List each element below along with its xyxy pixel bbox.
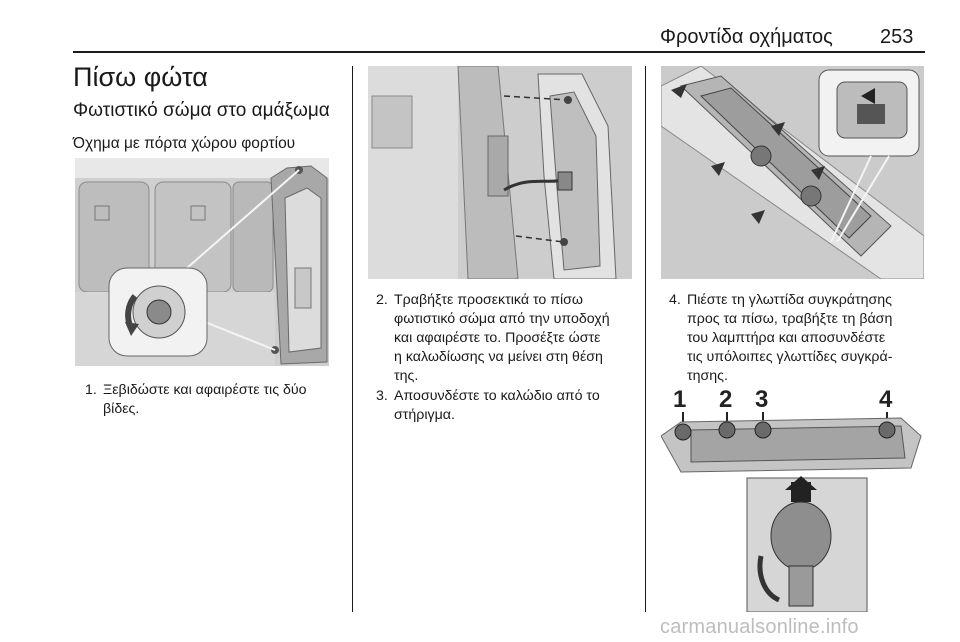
- step-3: [376, 387, 642, 427]
- figure-bulb-holder-tabs: [661, 66, 924, 279]
- bulb-holder-numbered-illustration: [661, 386, 924, 612]
- callout-1: 1: [673, 386, 687, 413]
- step-1-number: 1.: [85, 382, 97, 398]
- step-1: [85, 381, 350, 421]
- step-1-line-2: βίδες.: [103, 401, 140, 417]
- step-4-number: 4.: [669, 292, 681, 308]
- step-2-line-5: της.: [394, 368, 419, 384]
- vehicle-note: Όχημα με πόρτα χώρου φορτίου: [73, 135, 296, 152]
- step-3-number: 3.: [376, 388, 388, 404]
- step-2-line-3: και αφαιρέστε το. Προσέξτε ώστε: [394, 330, 601, 346]
- callout-2: 2: [719, 386, 733, 413]
- step-2-line-1: Τραβήξτε προσεκτικά το πίσω: [394, 292, 583, 308]
- step-4-line-2: προς τα πίσω, τραβήξτε τη βάση: [687, 311, 893, 327]
- step-4-line-1: Πιέστε τη γλωττίδα συγκράτησης: [687, 292, 892, 308]
- section-title: Πίσω φώτα: [73, 62, 208, 92]
- section-subtitle: Φωτιστικό σώμα στο αμάξωμα: [73, 100, 330, 121]
- step-1-line-1: Ξεβιδώστε και αφαιρέστε τις δύο: [103, 382, 307, 398]
- bulb-holder-illustration: [661, 66, 924, 279]
- cargo-area-illustration: [75, 158, 329, 366]
- step-4-line-4: τις υπόλοιπες γλωττίδες συγκρά-: [687, 349, 893, 365]
- step-3-line-1: Αποσυνδέστε το καλώδιο από το: [394, 388, 600, 404]
- page-number: 253: [880, 26, 914, 48]
- step-2: [376, 291, 642, 387]
- step-2-line-2: φωτιστικό σώμα από την υποδοχή: [394, 311, 610, 327]
- header-rule: [73, 51, 925, 53]
- callout-4: 4: [879, 386, 893, 413]
- running-header-title: Φροντίδα οχήματος: [660, 26, 833, 48]
- callout-3: 3: [755, 386, 769, 413]
- watermark: carmanualsonline.info: [660, 616, 859, 638]
- step-4: [669, 291, 929, 387]
- figure-bulb-holder-numbered: [661, 386, 924, 612]
- lamp-wiring-illustration: [368, 66, 632, 279]
- step-2-line-4: η καλωδίωσης να μείνει στη θέση: [394, 349, 603, 365]
- column-divider-2: [645, 66, 646, 612]
- figure-rear-light-screws: [75, 158, 329, 366]
- figure-lamp-wiring: [368, 66, 632, 279]
- step-4-line-3: του λαμπτήρα και αποσυνδέστε: [687, 330, 886, 346]
- step-3-line-2: στήριγμα.: [394, 407, 455, 423]
- column-divider-1: [352, 66, 353, 612]
- step-2-number: 2.: [376, 292, 388, 308]
- step-4-line-5: τησης.: [687, 368, 728, 384]
